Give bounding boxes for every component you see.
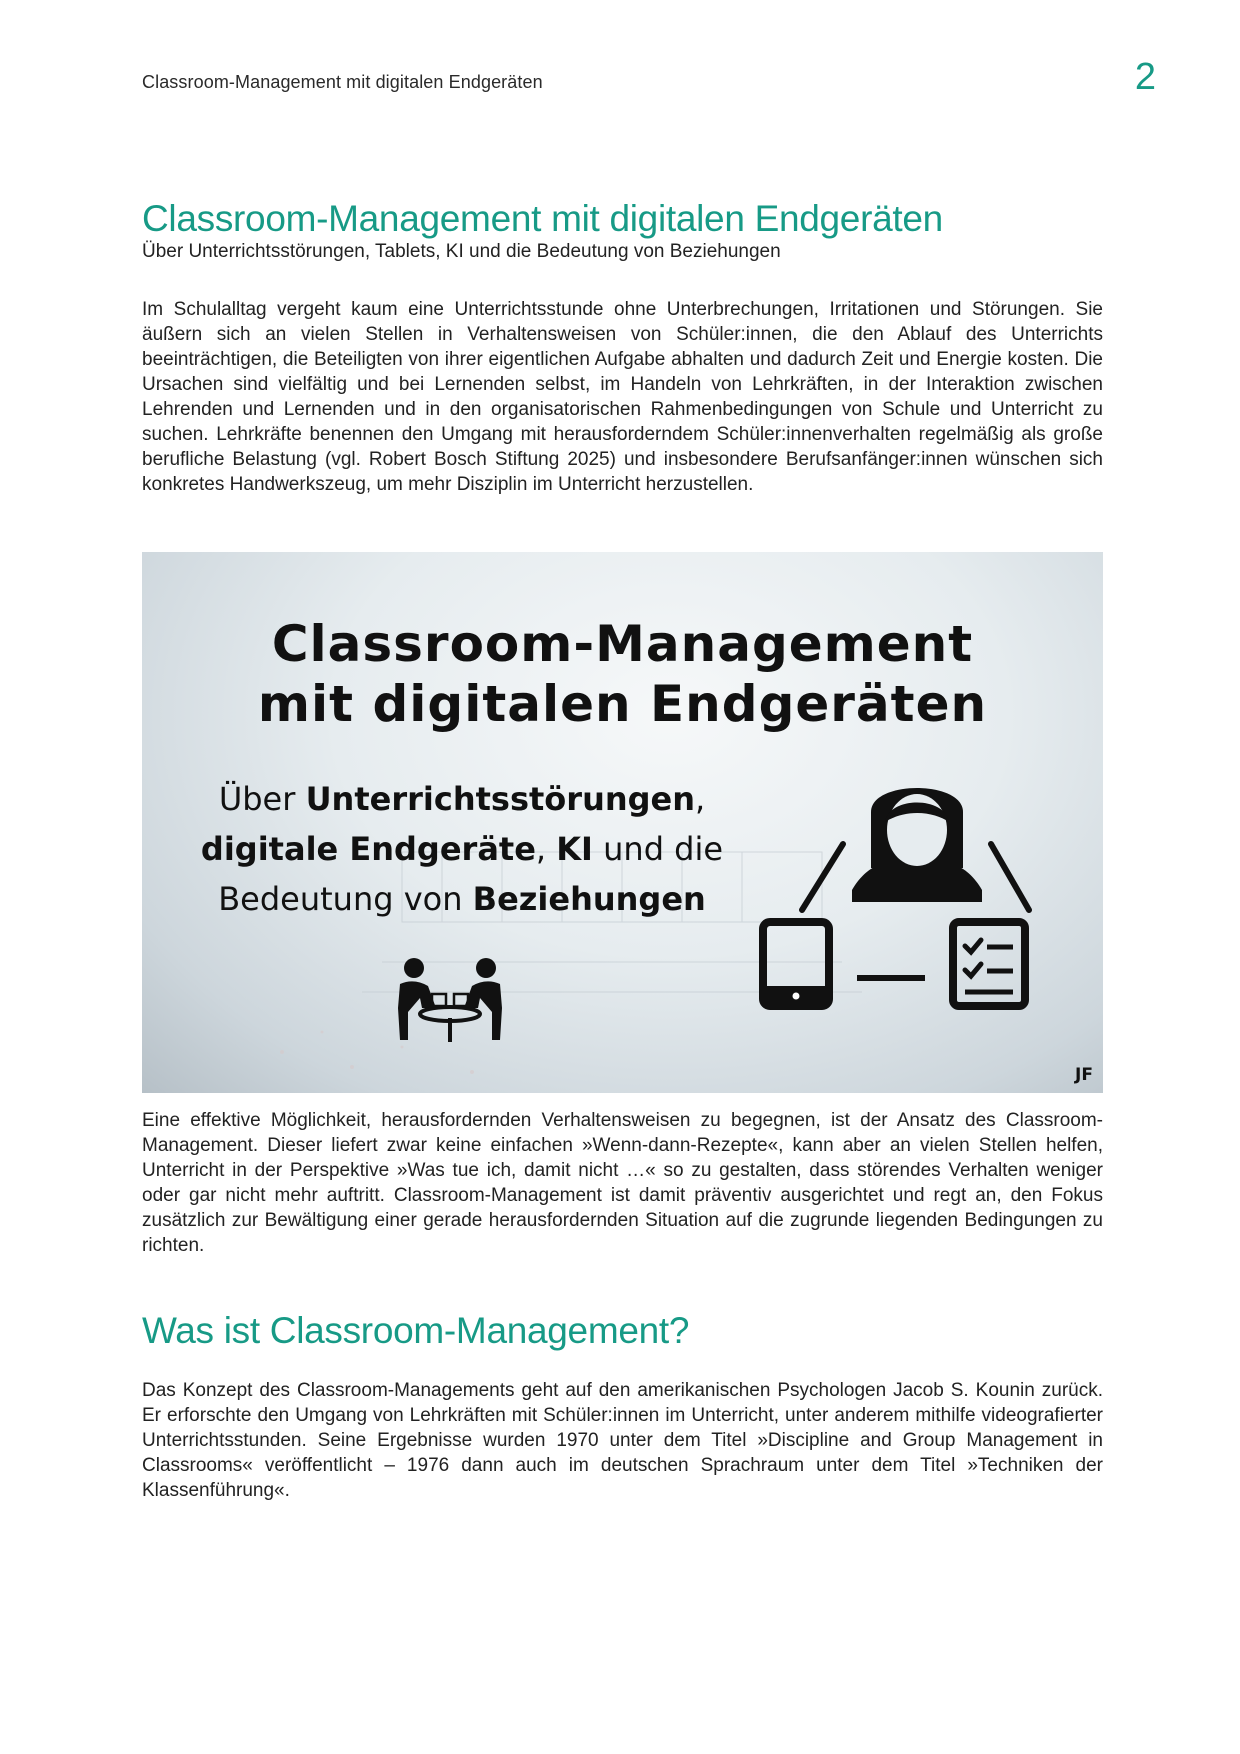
tablet-icon [763, 922, 829, 1006]
intro-paragraph: Im Schulalltag vergeht kaum eine Unterrichtsstunde ohne Unterbrechungen, Irritationen und Störungen. Sie äußern sich an vielen Stellen in Verhaltensweisen von Schüler:innen, die den Ablauf des Unterrichts beeinträchtigen, die Beteiligten von ihrer eigentlichen Aufgabe abhalten und dadurch Zeit und Energie kosten. Die Ursachen sind vielfältig und bei Lernenden selbst, im Handeln von Lehrkräften, in der Interaktion zwischen Lehrenden und Lernenden und in den organisatorischen Rahmenbedingungen von Schule und Unterricht zu suchen. Lehrkräfte benennen den Umgang mit herausforderndem Schüler:innenverhalten regelmäßig als große berufliche Belastung (vgl. Robert Bosch Stiftung 2025) und insbesondere Berufsanfänger:innen wünschen sich konkretes Handwerkszeug, um mehr Disziplin im Unterricht herzustellen. [142, 299, 1103, 495]
figure-sub-text: und die [592, 830, 724, 868]
figure-sub-text: Über [218, 780, 306, 818]
figure-sub-bold: Beziehungen [472, 880, 706, 918]
figure-sub-text: Bedeutung von [218, 880, 473, 918]
figure-title [142, 614, 1103, 734]
figure-sub-text: , [695, 780, 706, 818]
figure-subtitle [182, 774, 742, 924]
classroom-management-paragraph: Eine effektive Möglichkeit, herausfordernden Verhaltensweisen zu begegnen, ist der Ansatz des Classroom-Management. Dieser liefert zwar keine einfachen »Wenn-dann-Rezepte«, kann aber an vielen Stellen helfen, Unterricht in der Perspektive »Was tue ich, damit nicht …« so zu gestalten, dass störendes Verhalten weniger oder gar nicht mehr auftritt. Classroom-Management ist damit präventiv ausgerichtet und regt an, den Fokus zusätzlich zur Bewältigung einer gerade herausfordernden Situation auf die zugrunde liegenden Bedingungen zu richten. [142, 1110, 1103, 1256]
cover-figure [142, 552, 1103, 1093]
figure-sub-bold: KI [556, 830, 593, 868]
meeting-icon [382, 952, 517, 1047]
figure-sub-text: , [535, 830, 557, 868]
kounin-paragraph: Das Konzept des Classroom-Managements geht auf den amerikanischen Psychologen Jacob S. Kounin zurück. Er erforschte den Umgang von Lehrkräften mit Schüler:innen im Unterricht, unter anderem mithilfe videografierter Unterrichtsstunden. Seine Ergebnisse wurden 1970 unter dem Titel »Discipline and Group Management in Classrooms« veröffentlicht – 1976 dann auch im deutschen Sprachraum unter dem Titel »Techniken der Klassenführung«. [142, 1380, 1103, 1501]
figure-title-line-1: Classroom-Management [271, 615, 974, 673]
page-number: 2 [1134, 56, 1156, 98]
article-subtitle: Über Unterrichtsstörungen, Tablets, KI und die Bedeutung von Beziehungen [142, 241, 781, 262]
figure-sub-bold: digitale Endgeräte [200, 830, 536, 868]
figure-title-line-2: mit digitalen Endgeräten [257, 675, 988, 733]
section-heading: Was ist Classroom-Management? [142, 1310, 690, 1351]
article-title: Classroom-Management mit digitalen Endgeräten [142, 198, 943, 239]
author-mark: JF [1075, 1065, 1093, 1085]
running-header-title: Classroom-Management mit digitalen Endgeräten [142, 72, 543, 92]
checklist-icon [953, 922, 1025, 1006]
teacher-devices-icon [757, 772, 1077, 1017]
teacher-person-icon [852, 788, 982, 902]
figure-sub-bold: Unterrichtsstörungen [305, 780, 696, 818]
